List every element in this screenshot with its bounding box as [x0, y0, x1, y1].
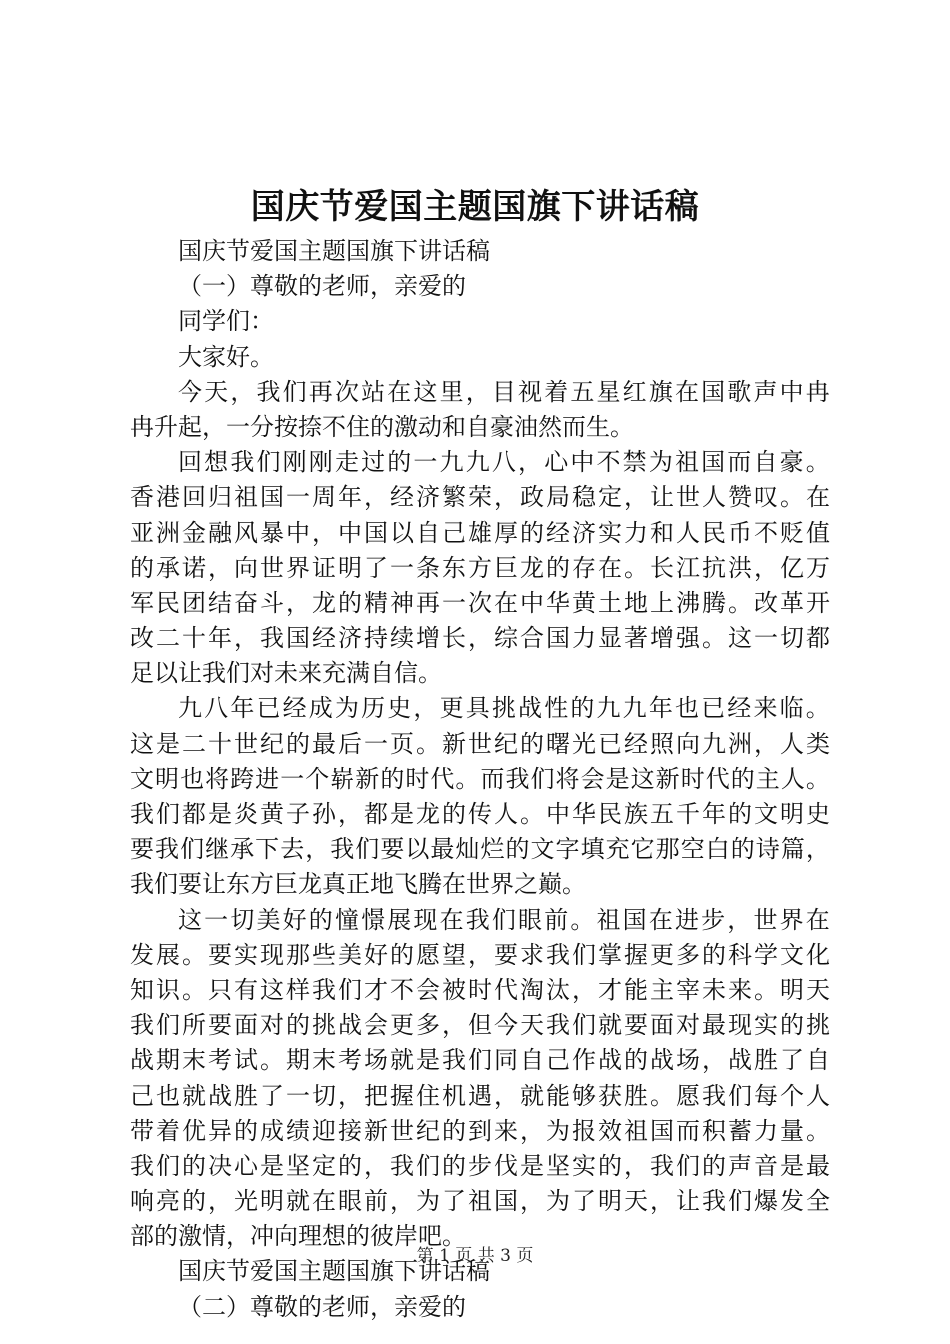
text-line: 响 亮 的 ， 光 明 就 在 眼 前 ， 为 了 祖 国 ， 为 了 明 天 ， 让 我 们 爆 发 全	[130, 1187, 830, 1216]
text-line: （一）尊敬的老师，亲爱的	[178, 272, 466, 301]
text-line: 改 二 十 年 ， 我 国 经 济 持 续 增 长 ， 综 合 国 力 显 著 增 强 。 这 一 切 都	[130, 624, 830, 653]
text-line: 足以让我们对未来充满自信。	[130, 659, 442, 688]
text-line: 带 着 优 异 的 成 绩 迎 接 新 世 纪 的 到 来 ， 为 报 效 祖 国 而 积 蓄 力 量 。	[130, 1116, 830, 1145]
text-line: 冉升起，一分按捺不住的激动和自豪油然而生。	[130, 412, 634, 441]
text-line: 亚 洲 金 融 风 暴 中 ， 中 国 以 自 己 雄 厚 的 经 济 实 力 和 人 民 币 不 贬 值	[130, 518, 830, 547]
text-line: 国庆节爱国主题国旗下讲话稿	[178, 1257, 490, 1286]
text-line: 的 承 诺 ， 向 世 界 证 明 了 一 条 东 方 巨 龙 的 存 在 。 长 江 抗 洪 ， 亿 万	[130, 553, 830, 582]
text-line: 战 期 末 考 试 。 期 末 考 场 就 是 我 们 同 自 己 作 战 的 战 场 ， 战 胜 了 自	[130, 1046, 830, 1075]
text-line: 我 们 都 是 炎 黄 子 孙 ， 都 是 龙 的 传 人 。 中 华 民 族 五 千 年 的 文 明 史	[130, 800, 830, 828]
text-line: 我 们 的 决 心 是 坚 定 的 ， 我 们 的 步 伐 是 坚 实 的 ， 我 们 的 声 音 是 最	[130, 1151, 830, 1180]
text-line: 己 也 就 战 胜 了 一 切 ， 把 握 住 机 遇 ， 就 能 够 获 胜 。 愿 我 们 每 个 人	[130, 1081, 830, 1110]
text-line: 这 是 二 十 世 纪 的 最 后 一 页 。 新 世 纪 的 曙 光 已 经 照 向 九 洲 ， 人 类	[130, 729, 830, 758]
text-line: 发 展 。 要 实 现 那 些 美 好 的 愿 望 ， 要 求 我 们 掌 握 更 多 的 科 学 文 化	[130, 940, 830, 969]
text-line: 香 港 回 归 祖 国 一 周 年 ， 经 济 繁 荣 ， 政 局 稳 定 ， 让 世 人 赞 叹 。 在	[130, 483, 830, 512]
text-line: 要 我 们 继 承 下 去 ， 我 们 要 以 最 灿 烂 的 文 字 填 充 它 那 空 白 的 诗 篇 ，	[130, 835, 830, 864]
document-body	[130, 234, 830, 1325]
text-line: 大家好。	[178, 342, 274, 371]
text-line: 文 明 也 将 跨 进 一 个 崭 新 的 时 代 。 而 我 们 将 会 是 这 新 时 代 的 主 人 。	[130, 764, 830, 793]
document-title: 国庆节爱国主题国旗下讲话稿	[250, 187, 700, 227]
text-line: 国庆节爱国主题国旗下讲话稿	[178, 237, 490, 265]
text-line: 这 一 切 美 好 的 憧 憬 展 现 在 我 们 眼 前 。 祖 国 在 进 步 ， 世 界 在	[178, 905, 830, 934]
text-line: 军 民 团 结 奋 斗 ， 龙 的 精 神 再 一 次 在 中 华 黄 土 地 上 沸 腾 。 改 革 开	[130, 588, 830, 617]
text-line: （二）尊敬的老师，亲爱的	[178, 1292, 466, 1321]
text-line: 部的激情，冲向理想的彼岸吧。	[130, 1222, 466, 1251]
text-line: 同学们：	[178, 307, 274, 336]
page-footer: 第 1 页 共 3 页	[416, 1246, 534, 1266]
text-line: 今 天 ， 我 们 再 次 站 在 这 里 ， 目 视 着 五 星 红 旗 在 国 歌 声 中 冉	[178, 377, 830, 406]
text-line: 我们要让东方巨龙真正地飞腾在世界之巅。	[130, 870, 586, 899]
text-line: 知 识 。 只 有 这 样 我 们 才 不 会 被 时 代 淘 汰 ， 才 能 主 宰 未 来 。 明 天	[130, 975, 830, 1004]
text-line: 九 八 年 已 经 成 为 历 史 ， 更 具 挑 战 性 的 九 九 年 也 已 经 来 临 。	[178, 694, 830, 723]
text-line: 回 想 我 们 刚 刚 走 过 的 一 九 九 八 ， 心 中 不 禁 为 祖 国 而 自 豪 。	[178, 448, 830, 477]
text-line: 我 们 所 要 面 对 的 挑 战 会 更 多 ， 但 今 天 我 们 就 要 面 对 最 现 实 的 挑	[130, 1011, 830, 1040]
